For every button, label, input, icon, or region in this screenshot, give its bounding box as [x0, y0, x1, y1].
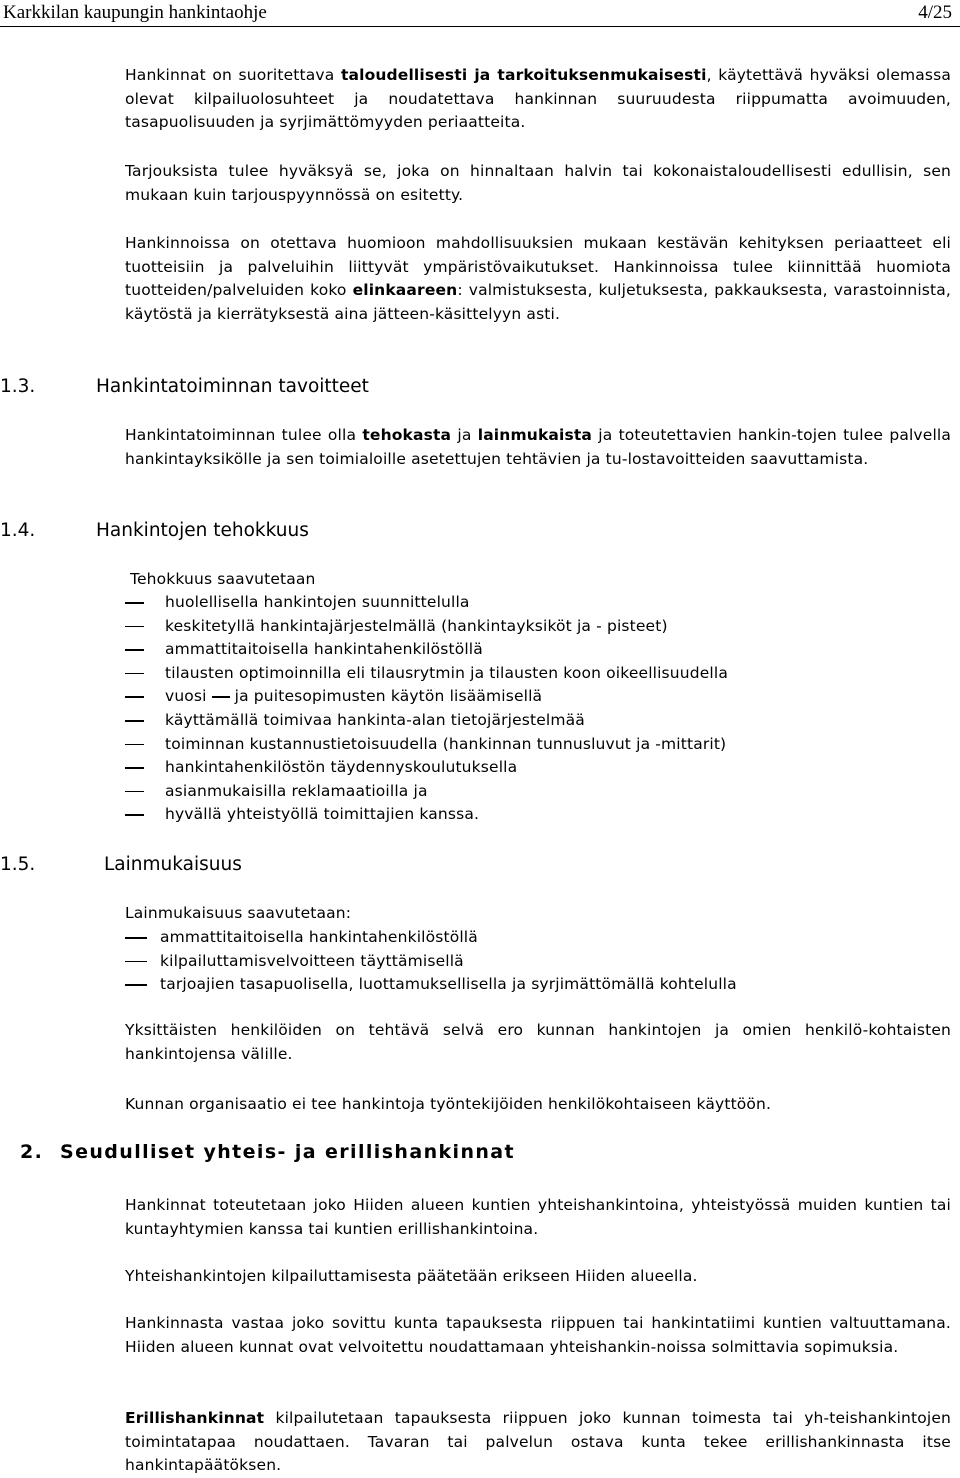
text-span: ja puitesopimusten käytön lisäämisellä: [234, 687, 543, 706]
text-span: Hankinnat on suoritettava: [125, 66, 341, 84]
list-item-text: huolellisella hankintojen suunnittelulla: [165, 593, 470, 611]
intro-paragraph-1: [125, 64, 951, 135]
bold-text: taloudellisesti ja tarkoituksenmukaisesti: [340, 66, 707, 84]
section-2-paragraph-2: Yhteishankintojen kilpailuttamisesta päätetään erikseen Hiiden alueella.: [125, 1267, 698, 1285]
dash-bullet: [125, 720, 144, 722]
section-title: Seudulliset yhteis- ja erillishankinnat: [60, 1141, 516, 1163]
text-span: ja: [451, 426, 478, 444]
legality-list: [125, 926, 945, 997]
section-1-5-paragraph-2: Kunnan organisaatio ei tee hankintoja työntekijöiden henkilökohtaiseen käyttöön.: [125, 1095, 772, 1113]
dash-bullet: [125, 649, 144, 651]
section-number: 1.4.: [0, 520, 36, 541]
list-item: [125, 950, 945, 974]
bold-text: tehokasta: [362, 426, 452, 444]
text-span: : valmistuksesta, kuljetuksesta, pakkauksesta, varastoinnista, käytöstä ja kierrätyksestä aina jätteen-käsittelyyn asti.: [125, 281, 951, 323]
dash-bullet: [125, 626, 144, 628]
dash-bullet: [125, 767, 144, 769]
list-item: [125, 615, 945, 639]
dash-bullet: [125, 696, 144, 698]
list-item: [125, 756, 945, 780]
list-item: [125, 662, 945, 686]
dash-bullet: [125, 673, 144, 675]
dash-bullet: [125, 961, 147, 963]
section-title: Lainmukaisuus: [104, 854, 242, 875]
page-number: 4/25: [918, 2, 952, 23]
text-span: vuosi: [165, 687, 207, 706]
list-item: [125, 709, 945, 733]
dash-separator: [212, 696, 230, 698]
list-item-text: tarjoajien tasapuolisella, luottamuksellisella ja syrjimättömällä kohtelulla: [160, 975, 737, 994]
list-item-text: kilpailuttamisvelvoitteen täyttämisellä: [160, 951, 464, 970]
list-item-text: tilausten optimoinnilla eli tilausrytmin ja tilausten koon oikeellisuudella: [165, 663, 728, 682]
bold-text: Erillishankinnat: [125, 1409, 265, 1427]
list-item: [125, 733, 945, 757]
dash-bullet: [125, 814, 144, 816]
document-title: Karkkilan kaupungin hankintaohje: [3, 2, 267, 23]
dash-bullet: [125, 791, 144, 793]
text-span: Hankinnoissa on otettava huomioon mahdollisuuksien mukaan kestävän kehityksen periaatteet eli tuotteisiin ja palveluihin liittyvät ympäristövaikutukset. Hankinnoissa tulee kiinnittää huomiota tuotteiden/palveluiden koko: [125, 234, 951, 299]
text-span: , käytettävä hyväksi olemassa olevat kilpailuolosuhteet ja noudatettava hankinnan suuruudesta riippumatta avoimuuden, tasapuolisuuden ja syrjimättömyyden periaatteita.: [125, 66, 951, 131]
intro-paragraph-2: Tarjouksista tulee hyväksyä se, joka on hinnaltaan halvin tai kokonaistaloudellisesti edullisin, sen mukaan kuin tarjouspyynnössä on esitetty.: [125, 162, 951, 204]
list-item: [125, 591, 945, 615]
bold-text: elinkaareen: [352, 281, 458, 299]
list-item-text: käyttämällä toimivaa hankinta-alan tietojärjestelmää: [165, 710, 585, 729]
list-item: [125, 685, 945, 709]
list-item: [125, 780, 945, 804]
page-header: [0, 0, 960, 28]
section-title: Hankintojen tehokkuus: [96, 520, 309, 541]
list-item-text: [165, 685, 542, 709]
section-2-paragraph-1: Hankinnat toteutetaan joko Hiiden alueen kuntien yhteishankintoina, yhteistyössä muiden kuntien tai kuntayhtymien kanssa tai kuntien erillishankintoina.: [125, 1196, 951, 1238]
legality-list-intro: Lainmukaisuus saavutetaan:: [125, 904, 352, 922]
bold-text: lainmukaista: [477, 426, 593, 444]
intro-paragraph-3: [125, 232, 951, 326]
section-title: Hankintatoiminnan tavoitteet: [96, 376, 369, 397]
list-item-text: ammattitaitoisella hankintahenkilöstöllä: [165, 640, 483, 659]
section-number: 1.3.: [0, 376, 36, 397]
dash-bullet: [125, 984, 147, 986]
dash-bullet: [125, 937, 147, 939]
text-span: Hankintatoiminnan tulee olla: [125, 426, 363, 444]
text-span: kilpailutetaan tapauksesta riippuen joko kunnan toimesta tai yh-teishankintojen toimintatapaa noudattaen. Tavaran tai palvelun ostava kunta tekee erillishankinnasta itse hankintapäätöksen.: [125, 1409, 951, 1474]
section-2-paragraph-3: Hankinnasta vastaa joko sovittu kunta tapauksesta riippuen tai hankintatiimi kuntien valtuuttamana. Hiiden alueen kunnat ovat velvoitettu noudattamaan yhteishankin-noissa solmittavia sopimuksia.: [125, 1314, 951, 1356]
section-1-5-paragraph-1: Yksittäisten henkilöiden on tehtävä selvä ero kunnan hankintojen ja omien henkilö-kohtaisten hankintojensa välille.: [125, 1021, 951, 1063]
list-item: [125, 803, 945, 827]
list-item: [125, 926, 945, 950]
header-divider: [0, 26, 960, 27]
list-item-text: hyvällä yhteistyöllä toimittajien kanssa.: [165, 805, 480, 824]
list-item-text: ammattitaitoisella hankintahenkilöstöllä: [160, 928, 478, 946]
section-number: 2.: [20, 1141, 44, 1163]
list-item-text: keskitetyllä hankintajärjestelmällä (hankintayksiköt ja - pisteet): [165, 616, 668, 635]
list-item: [125, 638, 945, 662]
list-item-text: toiminnan kustannustietoisuudella (hankinnan tunnusluvut ja -mittarit): [165, 734, 727, 753]
efficiency-list-intro: Tehokkuus saavutetaan: [130, 570, 316, 588]
section-1-3-paragraph: [125, 424, 951, 471]
section-number: 1.5.: [0, 854, 36, 875]
dash-bullet: [125, 744, 144, 746]
efficiency-list: [125, 591, 945, 827]
list-item: [125, 973, 945, 997]
list-item-text: hankintahenkilöstön täydennyskoulutuksella: [165, 758, 518, 777]
dash-bullet: [125, 602, 144, 604]
list-item-text: asianmukaisilla reklamaatioilla ja: [165, 781, 428, 800]
text-span: ja toteutettavien hankin-tojen tulee palvella hankintayksikölle ja sen toimialoille asetettujen tehtävien ja tu-lostavoitteiden saavuttamista.: [125, 426, 952, 468]
section-2-paragraph-4: [125, 1407, 951, 1478]
